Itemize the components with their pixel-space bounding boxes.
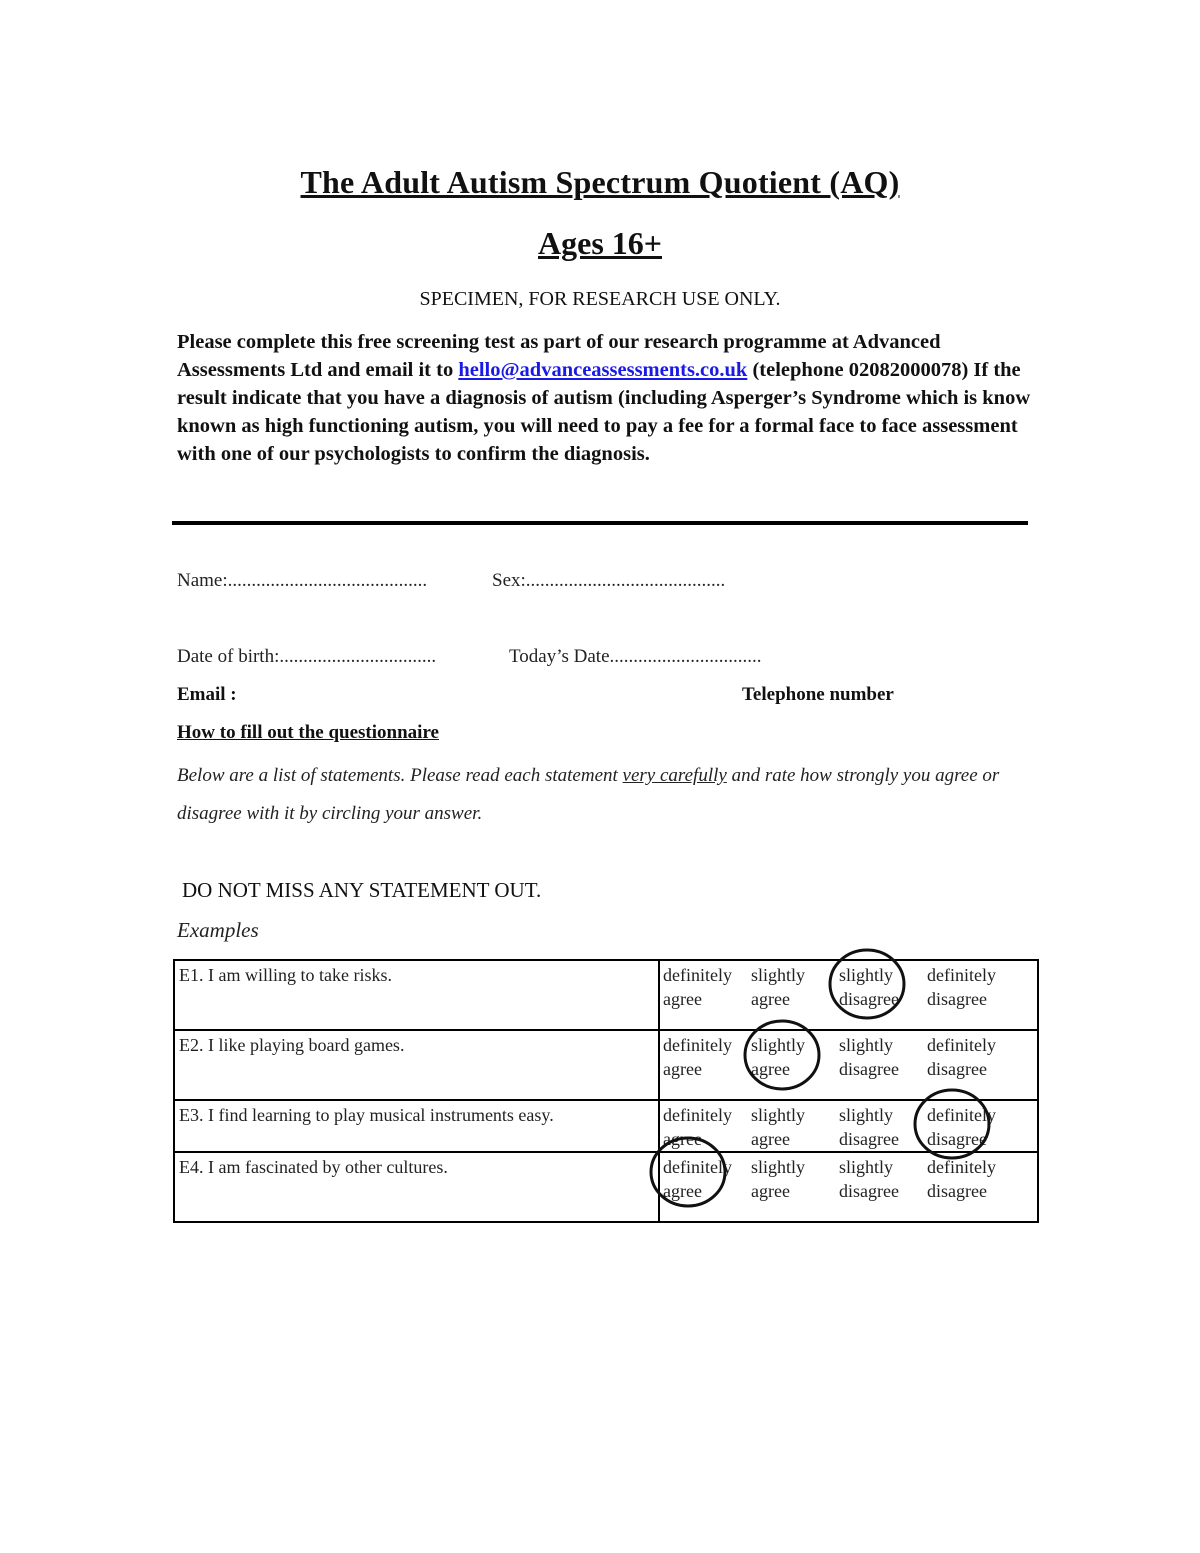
answer-option-line2: agree — [751, 1059, 790, 1079]
instructions-text-after: and rate how strongly you agree or disagree with it by circling your answer. — [177, 765, 1000, 824]
example-row — [174, 960, 1038, 1030]
answer-option[interactable] — [748, 1033, 836, 1081]
example-row — [174, 1030, 1038, 1100]
warning-text: DO NOT MISS ANY STATEMENT OUT. — [182, 878, 542, 902]
sex-field[interactable]: Sex:.......................................... — [492, 570, 726, 591]
example-row — [174, 1100, 1038, 1152]
answer-option[interactable] — [660, 1155, 748, 1203]
answer-option-line2: disagree — [839, 1059, 899, 1079]
document-title: The Adult Autism Spectrum Quotient (AQ) — [300, 164, 900, 200]
example-options — [659, 1030, 1038, 1100]
answer-option-line1: definitely — [927, 1035, 996, 1055]
answer-option-line2: disagree — [839, 989, 899, 1009]
answer-option-line1: slightly — [839, 965, 894, 985]
answer-option-line1: definitely — [663, 1157, 732, 1177]
answer-option[interactable] — [924, 1033, 1012, 1081]
email-link[interactable]: hello@advanceassessments.co.uk — [458, 359, 748, 381]
answer-option-line2: disagree — [839, 1181, 899, 1201]
answer-option-line2: agree — [751, 1129, 790, 1149]
answer-option-line1: definitely — [927, 965, 996, 985]
answer-option-line1: definitely — [663, 965, 732, 985]
instructions-emphasis: very carefully — [622, 765, 727, 786]
answer-option[interactable] — [660, 1033, 748, 1081]
intro-text-2: (telephone 02082000078) If the result indicate that you have a diagnosis of autism (including Asperger’s Syndrome which is know known as high functioning autism, you will need to pay a fee for a formal face to face assessment with one of our psychologists to confirm the diagnosis. — [177, 359, 1031, 465]
answer-option-line1: slightly — [839, 1105, 894, 1125]
answer-option-line2: disagree — [839, 1129, 899, 1149]
answer-option-line1: slightly — [751, 1157, 806, 1177]
example-statement: E3. I find learning to play musical instruments easy. — [174, 1100, 659, 1152]
telephone-field-label[interactable]: Telephone number — [742, 684, 894, 705]
todays-date-field[interactable]: Today’s Date................................ — [509, 646, 762, 667]
answer-option[interactable] — [660, 963, 748, 1011]
example-statement: E4. I am fascinated by other cultures. — [174, 1152, 659, 1222]
answer-option-line2: disagree — [927, 1059, 987, 1079]
answer-option[interactable] — [924, 1155, 1012, 1203]
example-options — [659, 1100, 1038, 1152]
answer-option[interactable] — [836, 1103, 924, 1151]
answer-option-line2: disagree — [927, 1181, 987, 1201]
intro-paragraph — [177, 328, 1037, 468]
answer-option-line2: agree — [663, 989, 702, 1009]
answer-option[interactable] — [748, 1103, 836, 1151]
answer-option-line1: definitely — [927, 1105, 996, 1125]
answer-option-line2: agree — [663, 1129, 702, 1149]
name-field[interactable]: Name:.......................................... — [177, 570, 428, 591]
intro-text-1: Please complete this free screening test as part of our research programme at Advanced Assessments Ltd and email it to — [177, 331, 941, 381]
document-subtitle: Ages 16+ — [538, 225, 662, 261]
answer-option-line1: slightly — [751, 1105, 806, 1125]
instructions-heading: How to fill out the questionnaire — [177, 722, 439, 743]
answer-option-line2: agree — [663, 1181, 702, 1201]
email-field-label[interactable]: Email : — [177, 684, 237, 705]
answer-option[interactable] — [660, 1103, 748, 1151]
specimen-notice: SPECIMEN, FOR RESEARCH USE ONLY. — [419, 288, 781, 310]
example-row — [174, 1152, 1038, 1222]
answer-option[interactable] — [836, 963, 924, 1011]
answer-option[interactable] — [924, 963, 1012, 1011]
examples-label: Examples — [177, 918, 259, 942]
answer-option[interactable] — [836, 1033, 924, 1081]
dob-field[interactable]: Date of birth:................................. — [177, 646, 437, 667]
answer-option[interactable] — [748, 1155, 836, 1203]
answer-option-line1: slightly — [751, 1035, 806, 1055]
answer-option-line1: definitely — [927, 1157, 996, 1177]
answer-option-line2: agree — [751, 1181, 790, 1201]
answer-option-line1: definitely — [663, 1035, 732, 1055]
example-options — [659, 1152, 1038, 1222]
answer-option-line2: agree — [663, 1059, 702, 1079]
answer-option-line2: agree — [751, 989, 790, 1009]
answer-option[interactable] — [748, 963, 836, 1011]
answer-option[interactable] — [836, 1155, 924, 1203]
answer-option-line2: disagree — [927, 989, 987, 1009]
examples-table — [173, 959, 1039, 1223]
answer-option-line2: disagree — [927, 1129, 987, 1149]
answer-option-line1: slightly — [839, 1157, 894, 1177]
section-divider — [172, 521, 1028, 525]
example-statement: E1. I am willing to take risks. — [174, 960, 659, 1030]
answer-option-line1: definitely — [663, 1105, 732, 1125]
instructions-text — [177, 757, 1037, 833]
answer-option[interactable] — [924, 1103, 1012, 1151]
answer-option-line1: slightly — [839, 1035, 894, 1055]
example-statement: E2. I like playing board games. — [174, 1030, 659, 1100]
instructions-text-before: Below are a list of statements. Please read each statement — [177, 765, 623, 786]
example-options — [659, 960, 1038, 1030]
answer-option-line1: slightly — [751, 965, 806, 985]
